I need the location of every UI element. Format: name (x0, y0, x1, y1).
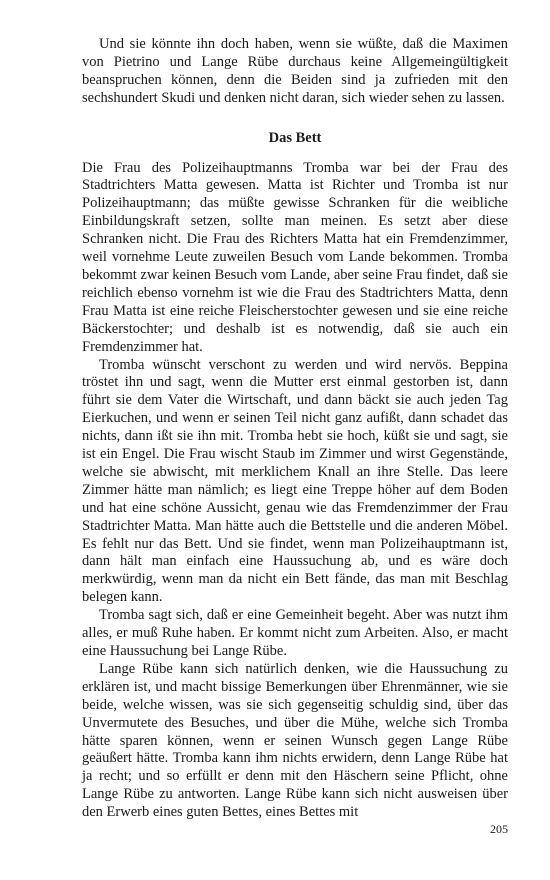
body-paragraph-3: Tromba sagt sich, daß er eine Gemeinheit begeht. Aber was nutzt ihm alles, er muß Ruhe haben. Er kommt nicht zum Arbeiten. Also, er macht eine Haussuchung bei Lange Rübe. (82, 607, 508, 659)
body-paragraph-1: Die Frau des Polizeihauptmanns Tromba war bei der Frau des Stadtrichters Matta gewesen. Matta ist Richter und Tromba ist nur Polizeihauptmann; das müßte gewisse Schranken für die weibliche Einbildungskraft setzen, sollte man meinen. Es setzt aber diese Schranken nicht. Die Frau des Richters Matta hat ein Fremdenzimmer, weil vornehme Leute zuweilen Besuch vom Lande bekommen. Tromba bekommt zwar keinen Besuch vom Lande, aber seine Frau findet, daß sie reichlich ebenso vornehm ist wie die Frau des Stadtrichters Matta, denn Frau Matta ist eine reiche Fleischerstochter gewesen und sie eine reiche Bäckerstochter; und deshalb ist es notwendig, daß sie auch ein Fremdenzimmer hat. (82, 159, 508, 355)
intro-paragraph: Und sie könnte ihn doch haben, wenn sie wüßte, daß die Maximen von Pietrino und Lange Rübe durchaus keine Allgemeingültigkeit beanspruchen können, denn die Beiden sind ja zufrieden mit den sechshundert Skudi und denken nicht daran, sich wieder sehen zu lassen. (82, 36, 508, 106)
body-paragraph-4: Lange Rübe kann sich natürlich denken, wie die Haussuchung zu erklären ist, und macht bissige Bemerkungen über Ehrenmänner, wie sie beide, welche wissen, was sie sich gegenseitig schuldig sind, über das Unvermutete des Besuches, und über die Mühe, welche sich Tromba hätte sparen können, wenn er seinen Wunsch gegen Lange Rübe geäußert hätte. Tromba kann ihm nichts erwidern, denn Lange Rübe hat ja recht; und so erfüllt er denn mit den Häschern seine Pflicht, ohne Lange Rübe zu antworten. Lange Rübe kann sich nicht ausweisen über den Erwerb eines guten Bettes, eines Bettes mit (82, 660, 508, 821)
section-title: Das Bett (268, 129, 322, 146)
page-body (82, 36, 508, 822)
page-number: 205 (490, 822, 508, 836)
body-paragraph-2: Tromba wünscht verschont zu werden und wird nervös. Beppina tröstet ihn und sagt, wenn die Mutter erst einmal gestorben ist, dann führt sie dem Vater die Wirtschaft, und dann bäckt sie auch jeden Tag Eierkuchen, und wenn er seinen Teil nicht ganz aufißt, dann schadet das nichts, dann ißt sie ihn mit. Tromba hebt sie hoch, küßt sie und sagt, sie ist ein Engel. Die Frau wischt Staub im Zimmer und wirst Gegenstände, welche sie abwischt, mit merklichem Knall an ihre Stelle. Das leere Zimmer hätte man nämlich; es liegt eine Treppe höher auf dem Boden und hat eine schöne Aussicht, genau wie das Fremdenzimmer der Frau Stadtrichter Matta. Man hätte auch die Bettstelle und die anderen Möbel. Es fehlt nur das Bett. Und sie findet, wenn man Polizeihauptmann ist, dann hält man einfach eine Haussuchung ab, und es wäre doch merkwürdig, wenn man da nicht ein Bett fände, das man mit Beschlag belegen kann. (82, 356, 508, 606)
